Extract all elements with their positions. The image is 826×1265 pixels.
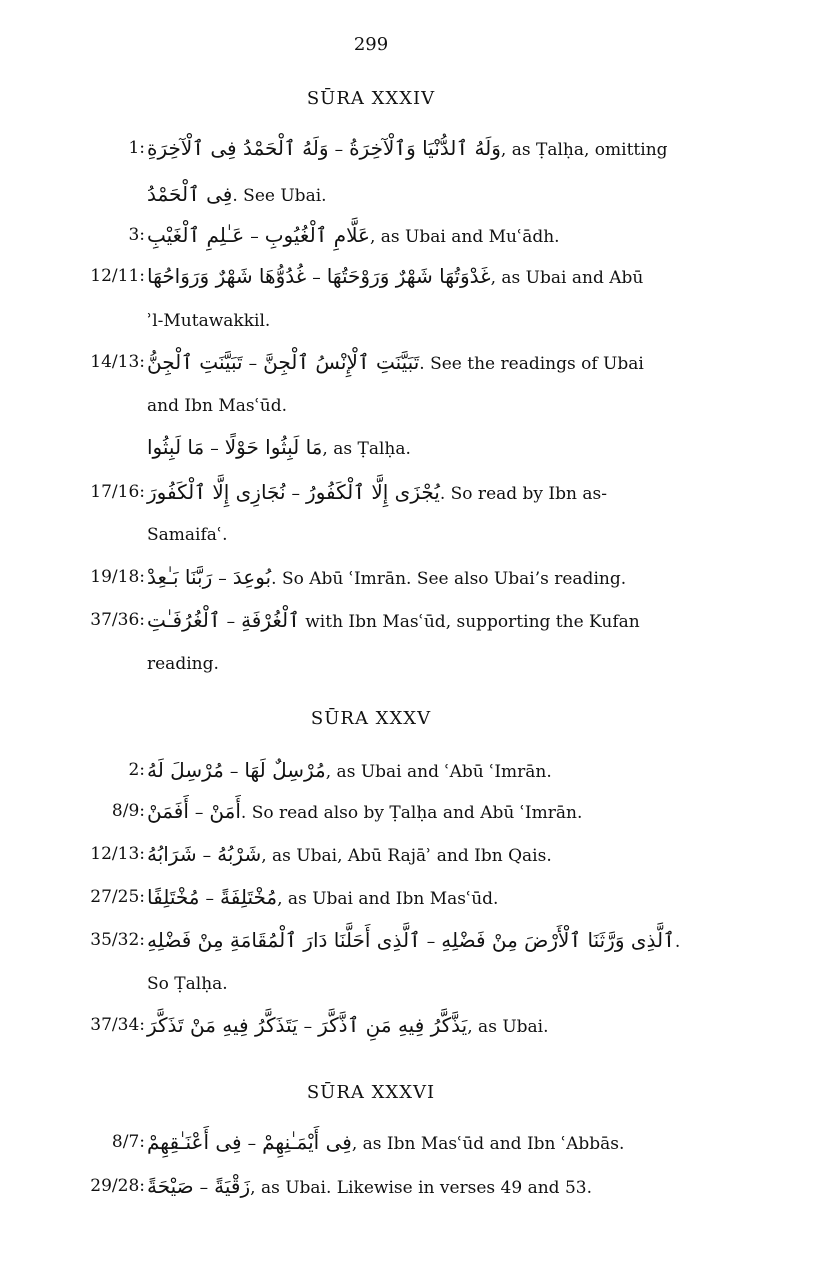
- arabic-standard: شَرَابُهُ: [147, 842, 197, 866]
- note-text: , as Ubai. Likewise in verses 49 and 53.: [250, 1178, 592, 1198]
- arabic-reading: ٱلَّذِى وَرَّثَنَا ٱلْأَرْضَ مِنْ فَضْلِهِ: [441, 928, 675, 952]
- note-text: , as Ubai and Ibn Masʿūd.: [277, 889, 499, 909]
- arabic-reading: تَبَيَّنَتِ ٱلْإِنْسُ ٱلْجِنَّ: [263, 350, 420, 374]
- verse-number: 14/13:: [90, 352, 145, 372]
- verse-number: 37/34:: [90, 1015, 145, 1035]
- arabic-reading: وَلَهُ ٱلدُّنْيَا وَٱلْآخِرَةُ: [349, 136, 501, 160]
- note-text: So Ṭalḥa.: [147, 974, 228, 994]
- arabic-standard: تَبَيَّنَتِ ٱلْجِنُّ: [147, 350, 243, 374]
- arabic-reading: فِى أَيْمَـٰنِهِمْ: [262, 1130, 352, 1154]
- note-text: , as Ibn Masʿūd and Ibn ʿAbbās.: [351, 1134, 625, 1154]
- arabic-standard: نُجَازِى إِلَّا ٱلْكَفُورَ: [147, 480, 286, 504]
- arabic-reading: يُجْزَى إِلَّا ٱلْكَفُورُ: [306, 480, 440, 504]
- arabic-reading: شَرْبُهُ: [217, 842, 262, 866]
- note-text: , as Ubai and Abū: [490, 268, 644, 288]
- verse-number: 17/16:: [90, 482, 145, 502]
- verse-number: 35/32:: [90, 930, 145, 950]
- note-text: . See the readings of Ubai: [419, 354, 644, 374]
- note-text: with Ibn Masʿūd, supporting the Kufan: [299, 612, 640, 632]
- verse-number: 1:: [128, 138, 145, 158]
- verse-number: 2:: [128, 760, 145, 780]
- arabic-reading: يَذَّكَّرُ فِيهِ مَنِ ٱذَّكَّرَ: [318, 1013, 468, 1037]
- note-text: . So read also by Ṭalḥa and Abū ʿImrān.: [240, 803, 583, 823]
- arabic-standard: يَتَذَكَّرُ فِيهِ مَنْ تَذَكَّرَ: [147, 1013, 298, 1037]
- note-text: , as Ubai, Abū Rajāʾ and Ibn Qais.: [261, 846, 552, 866]
- note-text: , as Ṭalḥa.: [322, 439, 411, 459]
- arabic-reading: أَمَنْ: [209, 799, 241, 823]
- verse-number: 12/13:: [90, 844, 145, 864]
- continuation-line: [147, 396, 707, 416]
- verse-number: 12/11:: [90, 266, 145, 286]
- continuation-line: [147, 311, 707, 331]
- arabic-standard: عَـٰلِمِ ٱلْغَيْبِ: [147, 223, 245, 247]
- arabic-reading: غَدْوَتُهَا شَهْرٌ وَرَوْحَتُهَا: [326, 264, 491, 288]
- note-text: , as Ṭalḥa, omitting: [500, 140, 668, 160]
- continuation-line: [147, 525, 707, 545]
- sura-heading: SŪRA XXXVI: [306, 1082, 436, 1103]
- page-number: 299: [353, 34, 389, 55]
- note-text: , as Ubai and ʿAbū ʿImrān.: [325, 762, 552, 782]
- note-text: . So Abū ʿImrān. See also Ubai’s reading.: [271, 569, 627, 589]
- arabic-reading: ٱلْغُرْفَةِ: [241, 608, 300, 632]
- sura-heading: SŪRA XXXV: [310, 708, 432, 729]
- note-text: Samaifaʿ.: [147, 525, 228, 545]
- arabic-reading: مُخْتَلِفَةً: [220, 885, 278, 909]
- arabic-reading: مَا لَبِثُوا حَوْلًا: [224, 435, 323, 459]
- arabic-standard: مُرْسِلَ لَهُ: [147, 758, 224, 782]
- continuation-line: [147, 974, 707, 994]
- arabic-standard: غُدُوُّهَا شَهْرٌ وَرَوَاحُهَا: [147, 264, 307, 288]
- note-text: . See Ubai.: [232, 186, 327, 206]
- arabic-standard: مَا لَبِثُوا: [147, 435, 205, 459]
- note-text: ʾl-Mutawakkil.: [147, 311, 271, 331]
- continuation-line: [147, 182, 707, 206]
- verse-number: 27/25:: [90, 887, 145, 907]
- arabic-reading: مُرْسِلٌ لَهَا: [244, 758, 326, 782]
- arabic-standard: فِى أَعْنَـٰقِهِمْ: [147, 1130, 242, 1154]
- arabic-standard: أَفَمَنْ: [147, 799, 189, 823]
- arabic-standard: ٱلْغُرُفَـٰتِ: [147, 608, 221, 632]
- verse-number: 8/7:: [111, 1132, 145, 1152]
- arabic-reading: بُوعِدَ: [232, 565, 272, 589]
- note-text: .: [674, 932, 681, 952]
- arabic-reading: زَقْيَةً: [214, 1174, 251, 1198]
- verse-number: 3:: [128, 225, 145, 245]
- verse-number: 29/28:: [90, 1176, 145, 1196]
- arabic-standard: صَيْحَةً: [147, 1174, 194, 1198]
- arabic-standard: ٱلَّذِى أَحَلَّنَا دَارَ ٱلْمُقَامَةِ مِنْ فَضْلِهِ: [147, 928, 421, 952]
- continuation-line: [147, 654, 707, 674]
- arabic-standard: مُخْتَلِفًا: [147, 885, 200, 909]
- verse-number: 37/36:: [90, 610, 145, 630]
- arabic-standard: رَبَّنَا بَـٰعِدْ: [147, 565, 213, 589]
- note-text: , as Ubai.: [467, 1017, 549, 1037]
- note-text: and Ibn Masʿūd.: [147, 396, 288, 416]
- note-text: . So read by Ibn as-: [439, 484, 607, 504]
- arabic-reading: عَلَّامِ ٱلْغُيُوبِ: [264, 223, 370, 247]
- arabic-phrase: فِى ٱلْحَمْدُ: [147, 182, 233, 206]
- sura-heading: SŪRA XXXIV: [306, 88, 436, 109]
- arabic-standard: وَلَهُ ٱلْحَمْدُ فِى ٱلْآخِرَةِ: [147, 136, 329, 160]
- verse-number: 8/9:: [111, 801, 145, 821]
- verse-number: 19/18:: [90, 567, 145, 587]
- note-text: , as Ubai and Muʿādh.: [369, 227, 560, 247]
- note-text: reading.: [147, 654, 219, 674]
